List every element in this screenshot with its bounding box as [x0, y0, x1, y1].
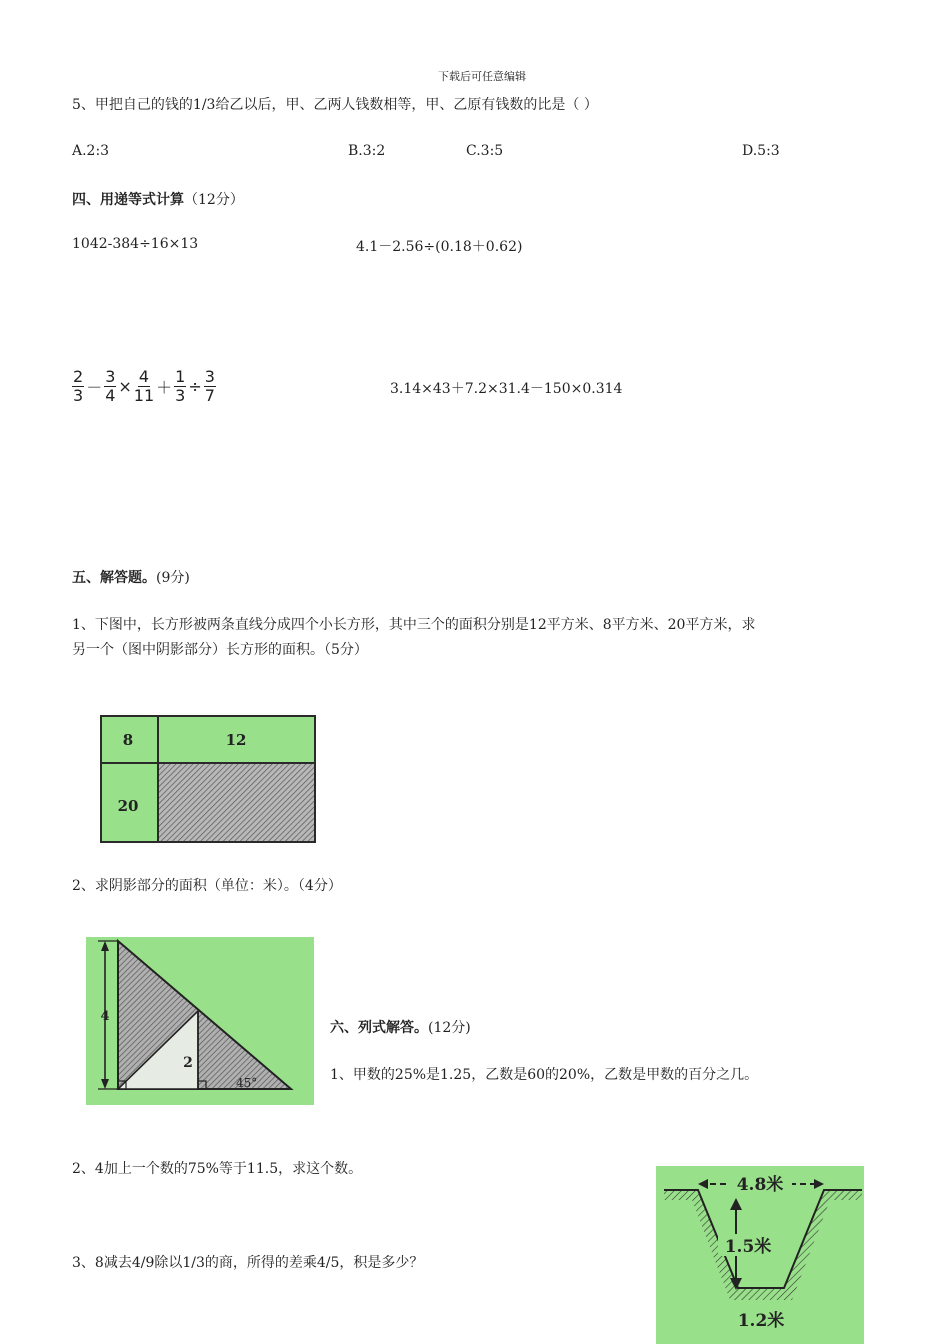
section6-score: (12分) — [428, 1020, 471, 1036]
expr-2: 4.1－2.56÷(0.18＋0.62) — [356, 239, 523, 255]
expr-3-fraction — [72, 368, 216, 405]
label-4: 4 — [100, 1009, 110, 1024]
op-minus: － — [86, 378, 103, 397]
op-times: × — [118, 377, 132, 396]
expr-1: 1042-384÷16×13 — [72, 236, 199, 252]
frac-3-7: $\frac{3}{7}$ — [204, 367, 215, 405]
label-20: 20 — [117, 797, 139, 815]
s5-q1-line2: 另一个（图中阴影部分）长方形的面积。（5分） — [72, 642, 368, 658]
expr-4: 3.14×43＋7.2×31.4－150×0.314 — [390, 381, 623, 397]
s6-q2: 2、4加上一个数的75%等于11.5，求这个数。 — [72, 1161, 363, 1177]
page-header-note: 下载后可任意编辑 — [438, 70, 526, 83]
op-divide: ÷ — [188, 377, 202, 396]
label-12: 12 — [225, 731, 247, 749]
frac-2-3: $\frac{2}{3}$ — [73, 367, 84, 405]
trapezoid-channel-figure — [656, 1166, 868, 1344]
label-8: 8 — [122, 731, 134, 749]
section4-heading — [72, 189, 244, 209]
s6-q3: 3、8减去4/9除以1/3的商，所得的差乘4/5，积是多少？ — [72, 1255, 424, 1271]
label-top-width: 4.8米 — [736, 1175, 784, 1195]
triangle-figure — [86, 937, 316, 1107]
label-bottom-width: 1.2米 — [737, 1311, 785, 1331]
frac-1-3: $\frac{1}{3}$ — [175, 367, 186, 405]
label-depth: 1.5米 — [724, 1237, 772, 1257]
section6-title: 六、列式解答。 — [330, 1020, 428, 1036]
q5-option-a: A.2:3 — [72, 143, 110, 159]
label-45-degrees: 45° — [236, 1076, 258, 1090]
frac-3-4: $\frac{3}{4}$ — [105, 367, 116, 405]
section5-title: 五、解答题。 — [72, 570, 156, 586]
section5-heading — [72, 567, 190, 587]
q5-text: 5、甲把自己的钱的1/3给乙以后，甲、乙两人钱数相等，甲、乙原有钱数的比是（ ） — [72, 97, 598, 113]
shaded-rectangle — [158, 763, 315, 842]
rectangle-figure — [100, 715, 320, 845]
q5-option-b: B.3:2 — [348, 143, 386, 159]
section4-title: 四、用递等式计算 — [72, 192, 184, 208]
section4-score: （12分） — [184, 192, 244, 208]
label-2: 2 — [183, 1055, 193, 1071]
s6-q1: 1、甲数的25%是1.25，乙数是60的20%，乙数是甲数的百分之几。 — [330, 1067, 759, 1083]
op-plus: ＋ — [156, 378, 173, 397]
frac-4-11: $\frac{4}{11}$ — [133, 367, 155, 405]
section5-score: (9分) — [156, 570, 190, 586]
s5-q2: 2、求阴影部分的面积（单位：米）。（4分） — [72, 878, 342, 894]
q5-option-d: D.5:3 — [742, 143, 780, 159]
section6-heading — [330, 1017, 471, 1037]
q5-option-c: C.3:5 — [466, 143, 504, 159]
s5-q1-line1: 1、下图中，长方形被两条直线分成四个小长方形，其中三个的面积分别是12平方米、8平方米、20平方米，求 — [72, 617, 756, 633]
